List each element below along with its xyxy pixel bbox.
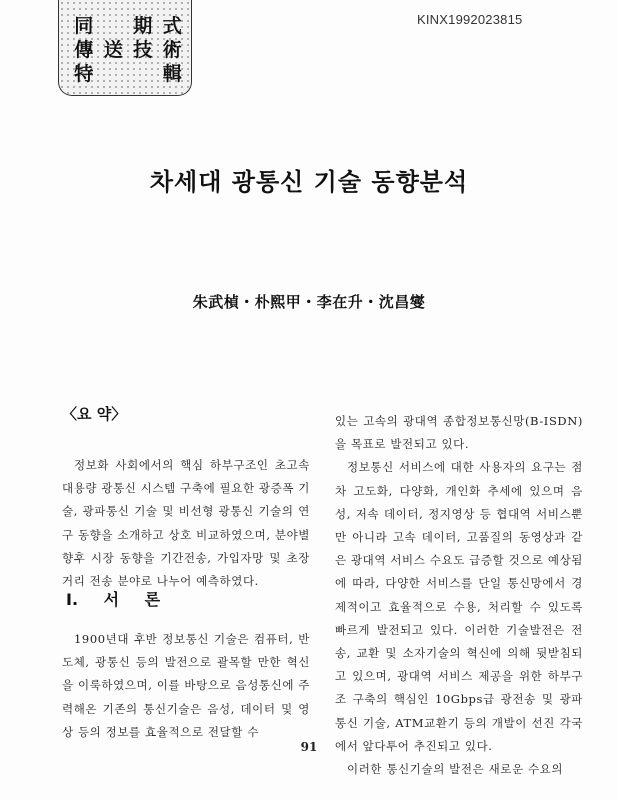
document-id: KINX1992023815 xyxy=(417,12,523,27)
badge-char xyxy=(128,62,158,86)
badge-text xyxy=(69,14,187,86)
badge-char xyxy=(99,14,129,38)
badge-char: 輯 xyxy=(162,63,182,85)
intro-right-column xyxy=(335,410,583,781)
badge-char: 傳 xyxy=(74,39,94,61)
badge-char: 期 xyxy=(133,15,153,37)
badge-char: 式 xyxy=(162,15,182,37)
page-number: 91 xyxy=(300,740,318,754)
badge-char: 同 xyxy=(74,15,94,37)
special-issue-badge xyxy=(58,0,192,96)
intro-heading: I. 서 론 xyxy=(66,590,161,609)
summary-paragraph: 정보화 사회에서의 핵심 하부구조인 초고속 대용량 광통신 시스템 구축에 필요한 광증폭 기술, 광파통신 기술 및 비선형 광통신 기술의 연구 동향을 소개하고 상호 비교하였으며, 분야별 향후 시장 동향을 기간전송, 가입자망 및 초장거리 전송 분야로 나누어 예측하였다. xyxy=(62,458,311,589)
badge-char xyxy=(99,62,129,86)
badge-char: 術 xyxy=(162,39,182,61)
intro-paragraph: 있는 고속의 광대역 종합정보통신망(B-ISDN)을 목표로 발전되고 있다. xyxy=(335,414,583,452)
badge-char: 特 xyxy=(74,63,94,85)
summary-heading: 〈요 약〉 xyxy=(62,405,127,423)
paper-title: 차세대 광통신 기술 동향분석 xyxy=(149,168,469,196)
summary-text xyxy=(62,454,310,593)
badge-char: 技 xyxy=(133,39,153,61)
intro-left-column xyxy=(62,628,310,744)
intro-paragraph: 이러한 통신기술의 발전은 새로운 수요의 xyxy=(347,762,564,777)
intro-paragraph: 정보통신 서비스에 대한 사용자의 요구는 점차 고도화, 다양화, 개인화 추세에 있으며 음성, 저속 데이터, 정지영상 등 협대역 서비스뿐만 아니라 고속 데이터, 고품질의 동영상과 같은 광대역 서비스 수요도 급증할 것으로 예상됨에 따라, 다양한 서비스를 단일 통신망에서 경제적이고 효율적으로 수용, 처리할 수 있도록 빠르게 발전되고 있다. 이러한 기술발전은 전송, 교환 및 소자기술의 혁신에 의해 뒷받침되고 있으며, 광대역 서비스 제공을 위한 하부구조 구축의 핵심인 10Gbps급 광전송 및 광파통신 기술, ATM교환기 등의 개발이 선진 각국에서 앞다투어 추진되고 있다. xyxy=(335,460,584,753)
intro-paragraph: 1900년대 후반 정보통신 기술은 컴퓨터, 반도체, 광통신 등의 발전으로 괄목할 만한 혁신을 이룩하였으며, 이를 바탕으로 음성통신에 주력해온 기존의 통신기술은 음성, 데이터 및 영상 등의 정보를 효율적으로 전달할 수 xyxy=(62,632,311,739)
author-list: 朱武楨・朴熙甲・李在升・沈昌燮 xyxy=(192,293,426,311)
badge-char: 送 xyxy=(103,39,123,61)
